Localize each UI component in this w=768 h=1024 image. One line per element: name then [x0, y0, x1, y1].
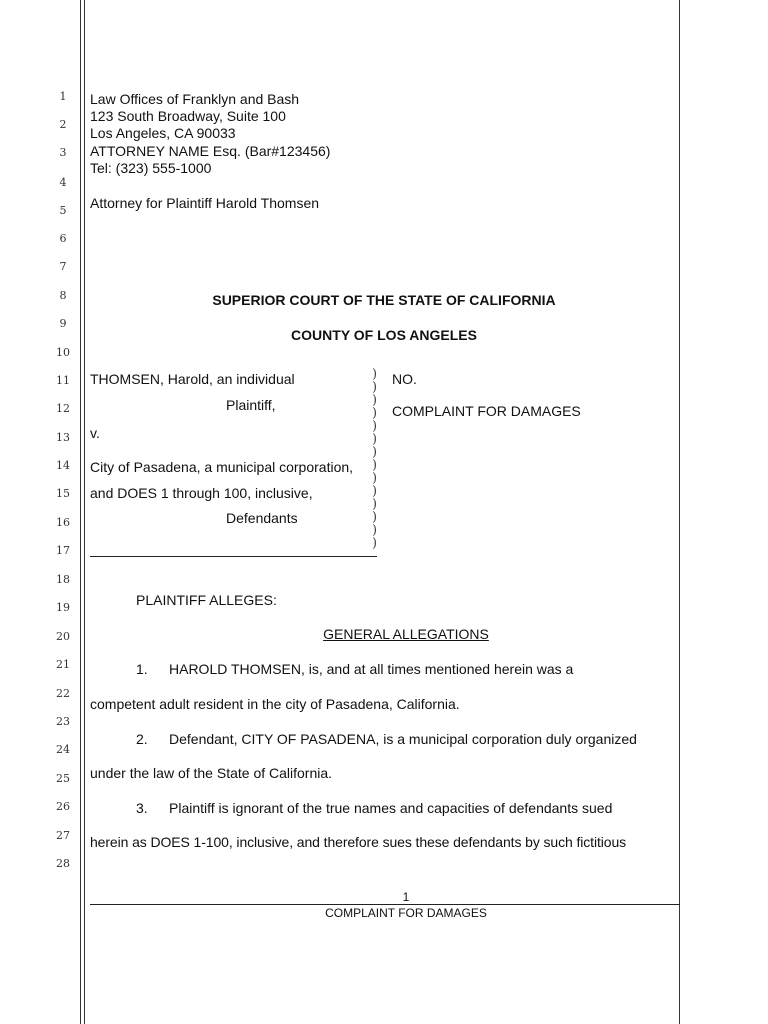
- caption-brace: ) ) ) ) ) ) ) ) ) ) ) ) ) ): [372, 367, 378, 551]
- paragraph-2-number: 2.: [136, 731, 148, 747]
- footer-title: COMPLAINT FOR DAMAGES: [325, 906, 487, 920]
- line-number: 22: [56, 687, 70, 700]
- attorney-phone: Tel: (323) 555-1000: [90, 160, 212, 176]
- attorney-street: 123 South Broadway, Suite 100: [90, 108, 286, 124]
- caption-defendant-line2: and DOES 1 through 100, inclusive,: [90, 485, 313, 501]
- line-number: 12: [56, 402, 70, 415]
- document-title: COMPLAINT FOR DAMAGES: [392, 403, 581, 419]
- line-number: 23: [56, 715, 70, 728]
- caption-plaintiff: THOMSEN, Harold, an individual: [90, 371, 295, 387]
- line-number: 26: [56, 800, 70, 813]
- line-number: 21: [56, 658, 70, 671]
- line-number: 20: [56, 630, 70, 643]
- caption-underline: [90, 556, 377, 557]
- line-number: 9: [59, 317, 67, 330]
- caption-versus: v.: [90, 425, 100, 441]
- line-number: 16: [56, 516, 70, 529]
- attorney-firm: Law Offices of Franklyn and Bash: [90, 91, 300, 107]
- paragraph-1-line1: HAROLD THOMSEN, is, and at all times mentioned herein was a: [169, 661, 574, 677]
- paragraph-3-number: 3.: [136, 800, 148, 816]
- caption-plaintiff-role: Plaintiff,: [226, 397, 276, 413]
- paragraph-1-number: 1.: [136, 661, 148, 677]
- line-number: 2: [59, 118, 67, 131]
- line-number: 11: [56, 374, 70, 387]
- line-number: 6: [59, 232, 67, 245]
- line-number: 14: [56, 459, 70, 472]
- line-number: 15: [56, 487, 70, 500]
- court-name: SUPERIOR COURT OF THE STATE OF CALIFORNIA: [212, 292, 556, 308]
- line-number: 4: [59, 176, 67, 189]
- right-margin-rule: [679, 0, 680, 1024]
- general-allegations-heading: GENERAL ALLEGATIONS: [323, 626, 489, 642]
- attorney-city: Los Angeles, CA 90033: [90, 125, 236, 141]
- line-number: 19: [56, 601, 70, 614]
- line-number: 18: [56, 573, 70, 586]
- left-margin-rule-outer: [80, 0, 81, 1024]
- paragraph-2-line2: under the law of the State of California.: [90, 765, 333, 781]
- line-number: 10: [56, 346, 70, 359]
- paragraph-3-line2: herein as DOES 1-100, inclusive, and therefore sues these defendants by such fictitious: [90, 834, 627, 850]
- paragraph-2-line1: Defendant, CITY OF PASADENA, is a municipal corporation duly organized: [169, 731, 637, 747]
- court-county: COUNTY OF LOS ANGELES: [291, 327, 477, 343]
- caption-defendant-role: Defendants: [226, 510, 298, 526]
- line-number: 25: [56, 772, 70, 785]
- line-number: 1: [59, 90, 67, 103]
- caption-defendant-line1: City of Pasadena, a municipal corporation,: [90, 459, 354, 475]
- line-number: 8: [59, 289, 67, 302]
- paragraph-3-line1: Plaintiff is ignorant of the true names and capacities of defendants sued: [169, 800, 613, 816]
- left-margin-rule-inner: [84, 0, 85, 1024]
- line-number: 27: [56, 829, 70, 842]
- line-number: 24: [56, 743, 70, 756]
- paragraph-1-line2: competent adult resident in the city of Pasadena, California.: [90, 696, 460, 712]
- footer-page-number: 1: [402, 890, 410, 904]
- line-number: 7: [59, 260, 67, 273]
- line-number: 5: [59, 204, 67, 217]
- line-number: 13: [56, 431, 70, 444]
- attorney-for: Attorney for Plaintiff Harold Thomsen: [90, 195, 320, 211]
- case-number-label: NO.: [392, 371, 417, 387]
- plaintiff-alleges: PLAINTIFF ALLEGES:: [136, 592, 277, 608]
- line-number: 3: [59, 146, 67, 159]
- line-number: 28: [56, 857, 70, 870]
- attorney-name: ATTORNEY NAME Esq. (Bar#123456): [90, 143, 331, 159]
- line-number: 17: [56, 544, 70, 557]
